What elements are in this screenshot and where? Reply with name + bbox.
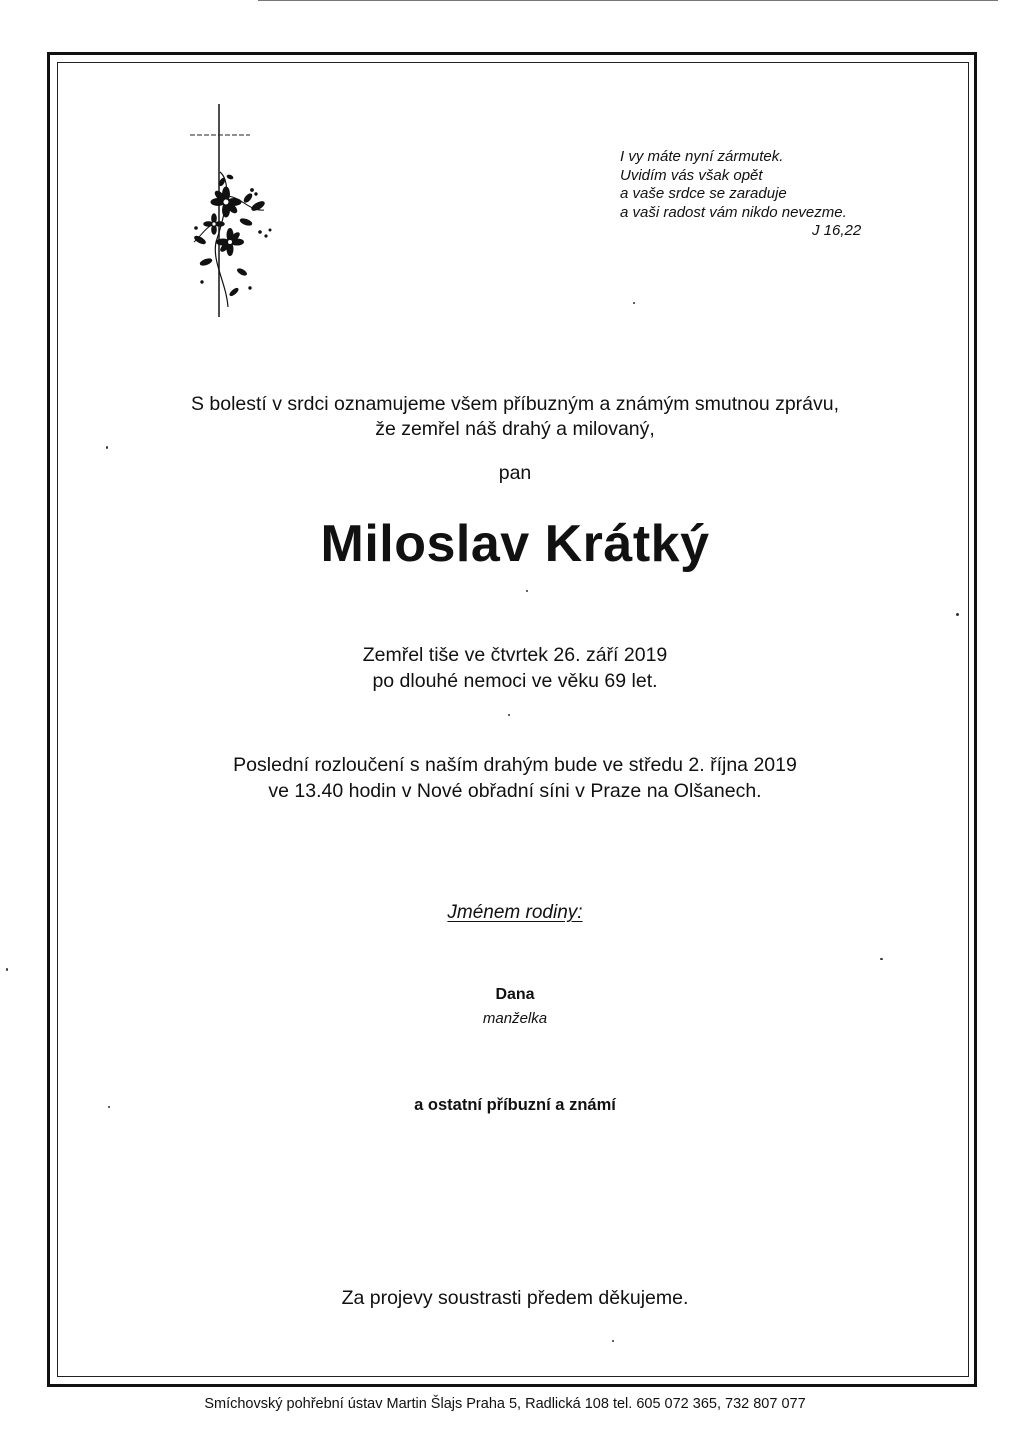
scan-edge-line (258, 0, 998, 1)
deceased-name: Miloslav Krátký (320, 515, 710, 573)
salutation: pan (498, 462, 532, 484)
death-info-line: po dlouhé nemoci ve věku 69 let. (372, 670, 658, 692)
quote-reference: J 16,22 (812, 222, 862, 239)
scan-speck (880, 958, 883, 960)
quote-line: Uvidím vás však opět (620, 166, 763, 184)
death-info-line: Zemřel tiše ve čtvrtek 26. září 2019 (362, 644, 668, 666)
family-member-relation: manželka (482, 1010, 548, 1027)
scan-speck (956, 613, 959, 616)
family-label: Jménem rodiny: (447, 902, 583, 923)
scan-speck (6, 968, 8, 971)
other-relatives: a ostatní příbuzní a známí (414, 1096, 616, 1114)
scan-speck (612, 1340, 614, 1342)
scan-speck (526, 590, 528, 592)
cross-with-flowers-icon (186, 102, 296, 322)
family-member-name: Dana (495, 986, 535, 1003)
announcement-text (60, 392, 970, 442)
funeral-info-line: ve 13.40 hodin v Nové obřadní síni v Praze na Olšanech. (268, 780, 762, 802)
quote-line: a vaši radost vám nikdo nevezme. (620, 203, 847, 221)
thanks-text: Za projevy soustrasti předem děkujeme. (341, 1287, 689, 1309)
scan-speck (508, 714, 510, 716)
scan-speck (633, 302, 635, 304)
announcement-line: že zemřel náš drahý a milovaný, (375, 418, 655, 440)
scripture-quote (620, 148, 920, 241)
quote-line: a vaše srdce se zaraduje (620, 185, 787, 202)
scan-speck (106, 446, 108, 449)
death-info (60, 642, 970, 694)
funeral-home-footer: Smíchovský pohřební ústav Martin Šlajs Praha 5, Radlická 108 tel. 605 072 365, 732 807 077 (204, 1396, 806, 1412)
funeral-info-line: Poslední rozloučení s naším drahým bude ve středu 2. října 2019 (233, 754, 797, 776)
quote-line: I vy máte nyní zármutek. (620, 148, 784, 165)
announcement-line: S bolestí v srdci oznamujeme všem příbuzným a známým smutnou zprávu, (190, 393, 840, 415)
funeral-info (60, 752, 970, 804)
